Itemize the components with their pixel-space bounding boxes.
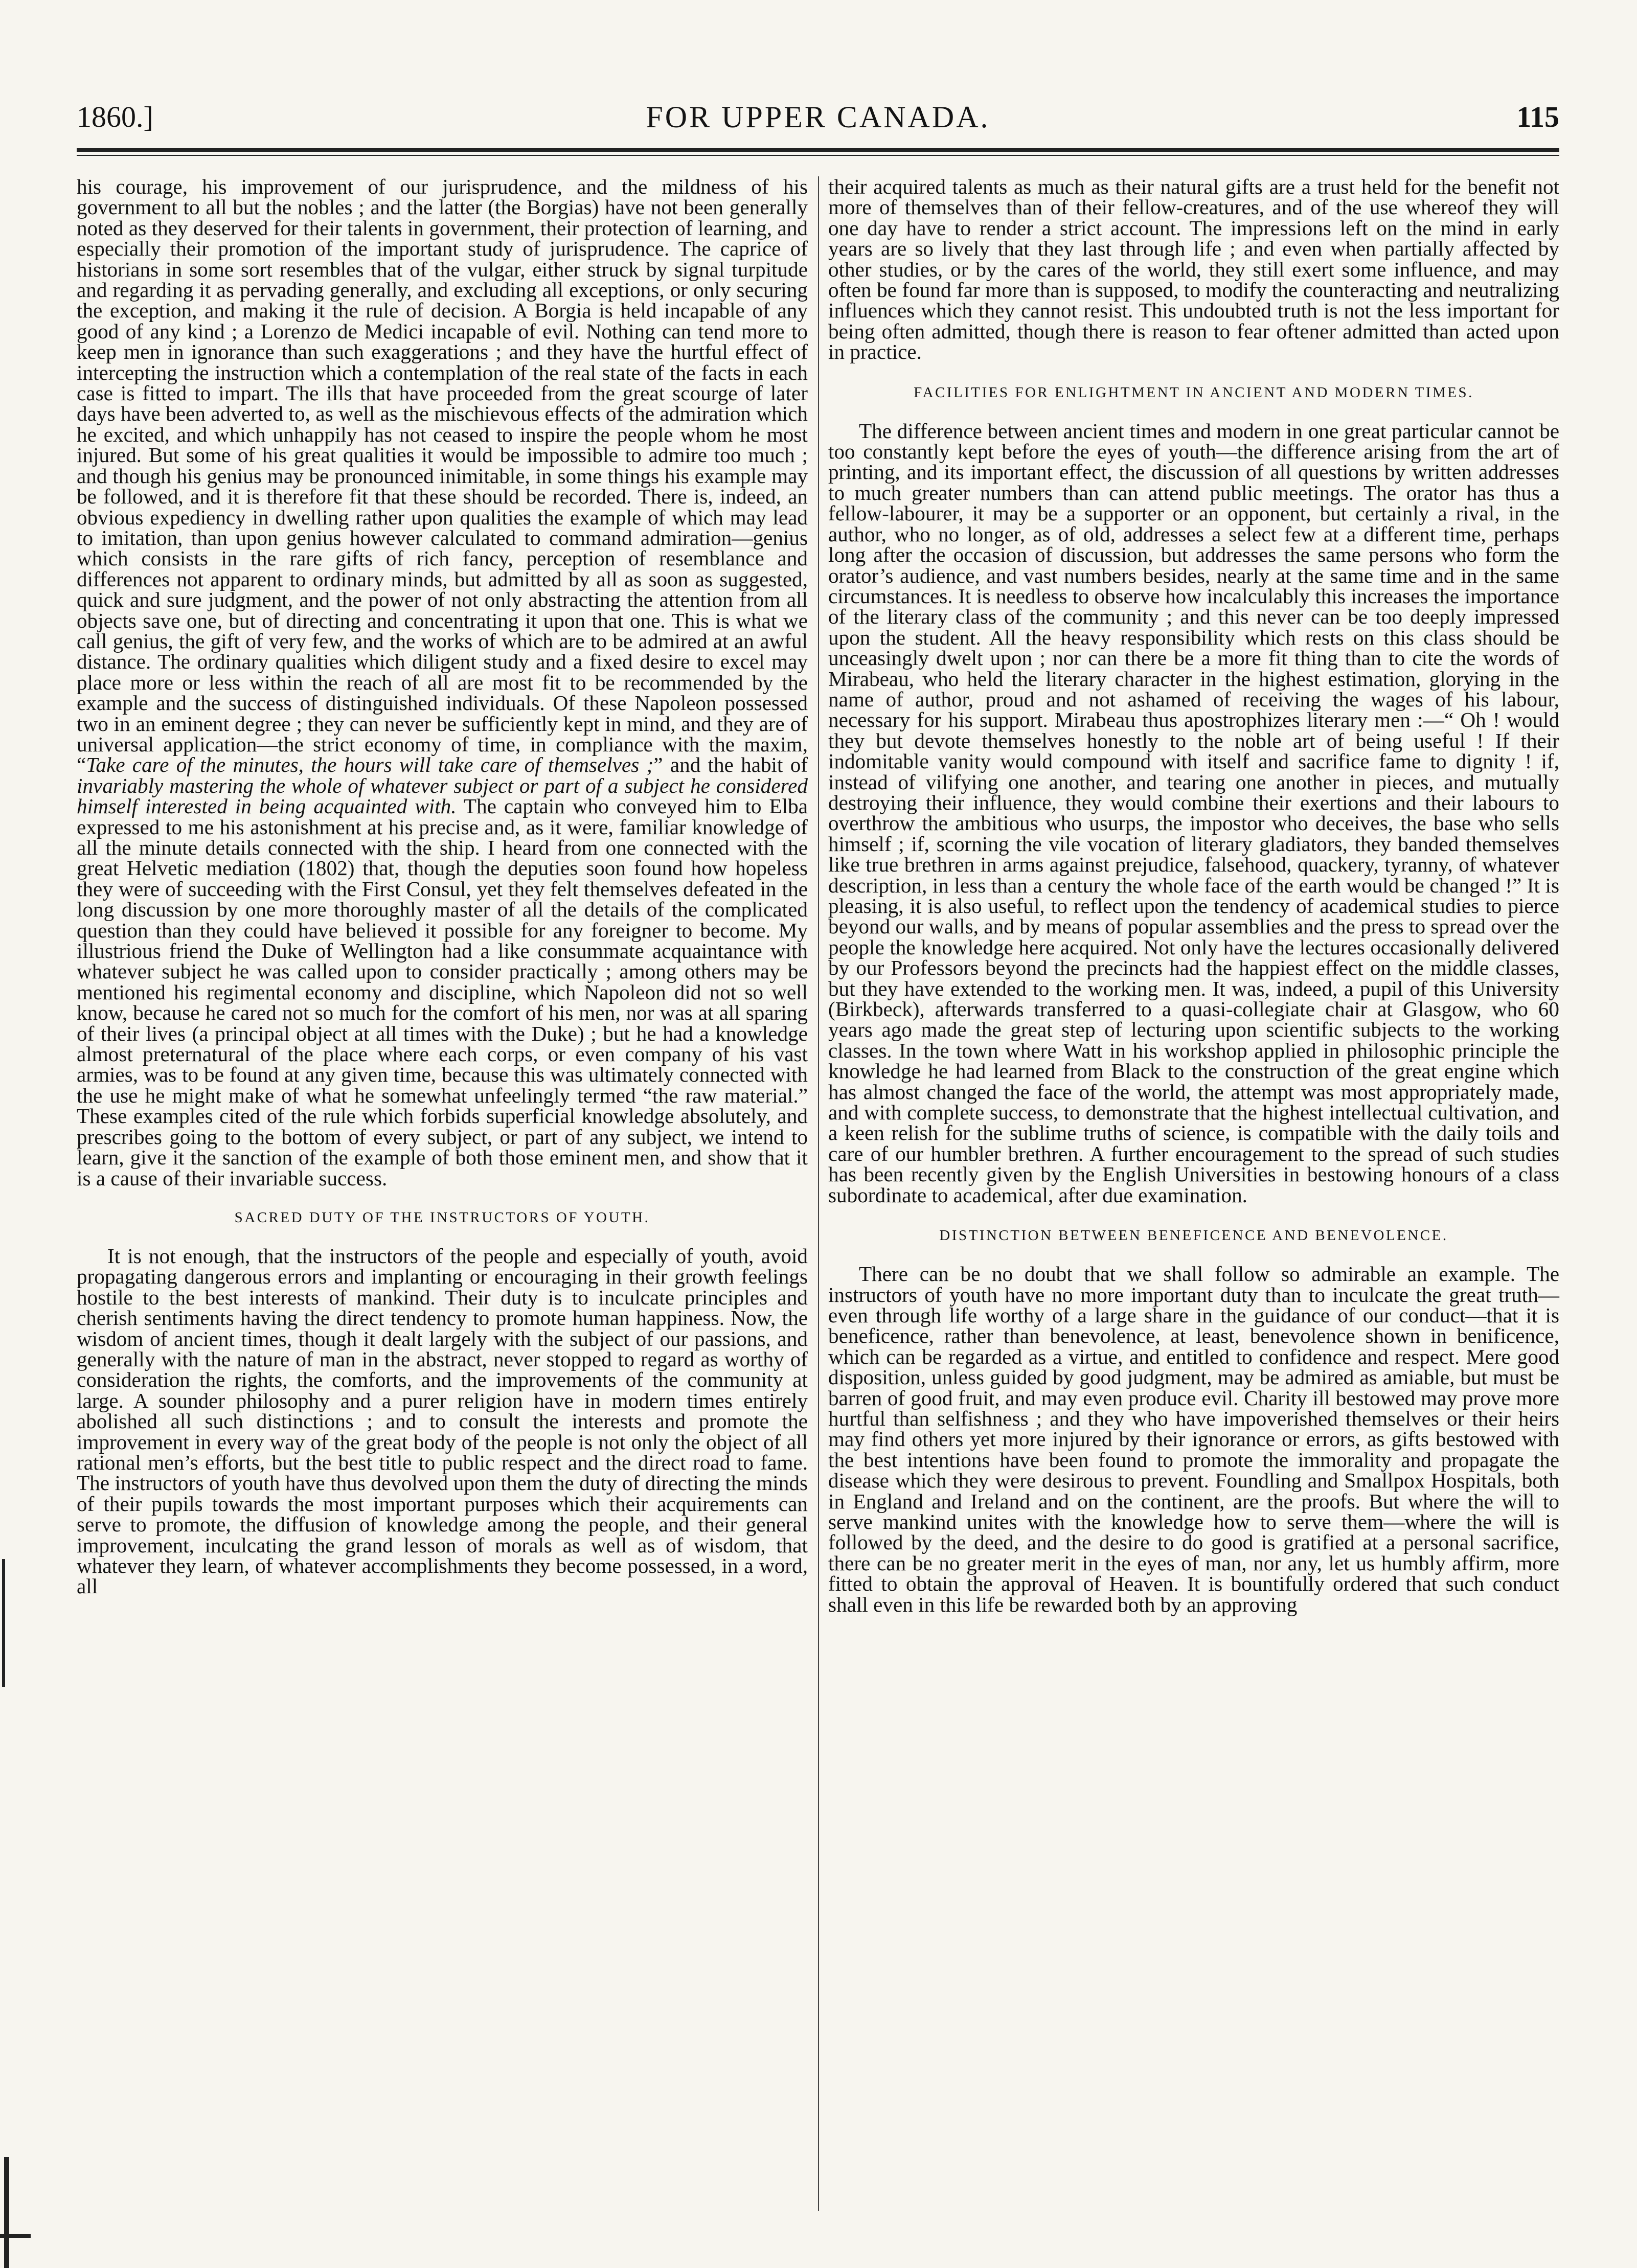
left-paragraph-2: It is not enough, that the instructors of the people and especially of youth, avoid propagating dangerous errors and implanting or encouraging in their growth feelings hostile to the best interests of mankind. Their duty is to inculcate principles and cherish sentiments having the direct tendency to promote human happiness. Now, the wisdom of ancient times, though it dealt largely with the subject of our passions, and generally with the nature of man in the abstract, never stopped to regard as worthy of consideration the rights, the comforts, and the improvements of the community at large. A sounder philosophy and a purer religion have in modern times entirely abolished all such distinctions ; and to consult the interests and promote the improvement in every way of the great body of the people is not only the object of all rational men’s efforts, but the best title to public respect and the direct road to fame. The instructors of youth have thus devolved upon them the duty of directing the minds of their pupils towards the most important purposes which their acquirements can serve to promote, the diffusion of knowledge among the people, and their general improvement, inculcating the grand lesson of morals as well as of wisdom, that whatever they learn, of whatever accomplishments they become possessed, in a word, all — [77, 1244, 808, 1598]
header-rule-thin — [77, 155, 1559, 156]
right-paragraph-0: their acquired talents as much as their natural gifts are a trust held for the benefit not more of themselves than of their fellow-creatures, and of the use whereof they will one day have to render a strict account. The impressions left on the mind in early years are so lively that they last through life ; and even when partially affected by other studies, or by the cares of the world, they still exert some influence, and may often be found far more than is supposed, to modify the counteracting and neutralizing influences which they cannot resist. This undoubted truth is not the less important for being often admitted, though there is reason to fear oftener admitted than acted upon in practice. — [828, 175, 1559, 364]
page-number: 115 — [1516, 100, 1559, 133]
invariably-mastering-phrase: invariably mastering the whole of whatever subject or part of a subject he considered himself interested in being acquainted with. — [77, 773, 808, 818]
left-column — [77, 176, 808, 1597]
running-title: FOR UPPER CANADA. — [646, 100, 990, 134]
page-header — [77, 100, 1559, 141]
binding-mark — [0, 2234, 31, 2238]
header-date: 1860.] — [77, 100, 153, 133]
section-heading-sacred-duty: SACRED DUTY OF THE INSTRUCTORS OF YOUTH. — [234, 1209, 650, 1226]
section-heading-distinction: DISTINCTION BETWEEN BENEFICENCE AND BENEVOLENCE. — [939, 1227, 1448, 1244]
binding-mark — [2, 1559, 5, 1687]
section-heading-facilities: FACILITIES FOR ENLIGHTMENT IN ANCIENT AND MODERN TIMES. — [914, 384, 1474, 401]
right-paragraph-2: There can be no doubt that we shall follow so admirable an example. The instructors of youth have no more important duty than to inculcate the great truth—even through life worthy of a large share in the guidance of our conduct—that it is beneficence, rather than benevolence, at least, benevolence shown in benificence, which can be regarded as a virtue, and entitled to confidence and respect. Mere good disposition, unless guided by good judgment, may be admired as amiable, but must be barren of good fruit, and may even produce evil. Charity ill bestowed may prove more hurtful than selfishness ; and they who have impoverished themselves or their heirs may find others yet more injured by their ignorance or errors, as gifts bestowed with the best intentions have been found to promote the immorality and propagate the disease which they were desirous to prevent. Foundling and Smallpox Hospitals, both in England and Ireland and on the continent, are the proofs. But where the will to serve mankind unites with the knowledge how to serve them—where the will is followed by the deed, and the desire to do good is gratified at a personal sacrifice, there can be no greater merit in the eyes of man, nor any, let us humbly affirm, more fitted to obtain the approval of Heaven. It is bountifully ordered that such conduct shall even in this life be rewarded both by an approving — [828, 1262, 1559, 1616]
binding-mark — [4, 2157, 9, 2268]
right-paragraph-1: The difference between ancient times and modern in one great particular cannot be too constantly kept before the eyes of youth—the difference arising from the art of printing, and its important effect, the discussion of all questions by written addresses to much greater numbers than can attend public meetings. The orator has thus a fellow-labourer, it may be a supporter or an opponent, but certainly a rival, in the author, who no longer, as of old, addresses a select few at a different time, perhaps long after the occasion of discussion, but addresses the same persons who form the orator’s audience, and vast numbers besides, nearly at the same time and in the same circumstances. It is needless to observe how incalculably this increases the importance of the literary class of the community ; and this never can be too deeply impressed upon the student. All the heavy responsibility which rests on this class should be unceasingly dwelt upon ; nor can there be a more fit thing than to cite the words of Mirabeau, who held the literary character in the highest estimation, glorying in the name of author, proud and not ashamed of receiving the wages of his labour, necessary for his support. Mirabeau thus apostrophizes literary men :—“ Oh ! would they but devote themselves honestly to the noble art of being useful ! If their indomitable vanity would compound with itself and sacrifice fame to dignity ! if, instead of vilifying one another, and tearing one another in pieces, and mutually destroying their influence, they would combine their exertions and their labours to overthrow the ambitious who usurps, the impostor who deceives, the base who sells himself ; if, scorning the vile vocation of literary gladiators, they banded themselves like true brethren in arms against prejudice, falsehood, quackery, tyranny, of whatever description, in less than a century the whole face of the earth would be changed !” It is pleasing, it is also useful, to reflect upon the tendency of academical studies to pierce beyond our walls, and by means of popular assemblies and the press to spread over the people the knowledge here acquired. Not only have the lectures occasionally delivered by our Professors beyond the precincts had the happiest effect on the middle classes, but they have extended to the working men. It was, indeed, a pupil of this University (Birkbeck), afterwards transferred to a quasi-collegiate chair at Glasgow, who 60 years ago made the great step of lecturing upon scientific subjects to the working classes. In the town where Watt in his workshop applied in philosophic principle the knowledge he had learned from Black to the construction of the great engine which has almost changed the face of the world, the attempt was most appropriately made, and with complete success, to demonstrate that the highest intellectual cultivation, and a keen relish for the sublime truths of science, is compatible with the daily toils and care of our humbler brethren. A further encouragement to the spread of such studies has been recently given by the English Universities in bestowing honours of a class subordinate to academical, after due examination. — [828, 419, 1559, 1207]
maxim-quote: Take care of the minutes, the hours will take care of themselves ; — [86, 753, 654, 777]
left-paragraph-1: his courage, his improvement of our jurisprudence, and the mildness of his government to all but the nobles ; and the latter (the Borgias) have not been generally noted as they deserved for their talents in government, their protection of learning, and especially their promotion of the important study of jurisprudence. The caprice of historians in some sort resembles that of the vulgar, either struck by signal turpitude and regarding it as pervading generally, and excluding all exceptions, or only securing the exception, and making it the rule of decision. A Borgia is held incapable of any good of any kind ; a Lorenzo de Medici incapable of evil. Nothing can tend more to keep men in ignorance than such exaggerations ; and they have the hurtful effect of intercepting the instruction which a contemplation of the real state of the facts in each case is fitted to impart. The ills that have proceeded from the great scourge of later days have been adverted to, as well as the mischievous effects of the admiration which he excited, and which unhappily has not ceased to inspire the people whom he most injured. But some of his great qualities it would be impossible to admire too much ; and though his genius may be pronounced inimitable, in some things his example may be followed, and it is therefore fit that these should be recorded. There is, indeed, an obvious expediency in dwelling rather upon qualities the example of which may lead to imitation, than upon genius however calculated to command admiration—genius which consists in the rare gifts of rich fancy, perception of resemblance and differences not apparent to ordinary minds, but admitted by all as soon as suggested, quick and sure judgment, and the power of not only abstracting the attention from all objects save one, but of directing and concentrating it upon that one. This is what we call genius, the gift of very few, and the works of which are to be admired at an awful distance. The ordinary qualities which diligent study and a fixed desire to excel may place more or less within the reach of all are most fit to be recommended by the example and the success of distinguished individuals. Of these Napoleon possessed two in an eminent degree ; they can never be sufficiently kept in mind, and they are of universal application—the strict economy of time, in compliance with the maxim, “Take care of the minutes, the hours will take care of themselves ;” and the habit of invariably mastering the whole of whatever subject or part of a subject he considered himself interested in being acquainted with. The captain who conveyed him to Elba expressed to me his astonishment at his precise and, as it were, familiar knowledge of all the minute details connected with the ship. I heard from one connected with the great Helvetic mediation (1802) that, though the deputies soon found how hopeless they were of succeeding with the First Consul, yet they felt themselves defeated in the long discussion by one more thoroughly master of all the details of the complicated question than they could have believed it possible for any foreigner to become. My illustrious friend the Duke of Wellington had a like consummate acquaintance with whatever subject he was called upon to consider practically ; among others may be mentioned his regimental economy and discipline, which Napoleon did not so well know, because he cared not so much for the comfort of his men, nor was at all sparing of their lives (a principal object at all times with the Duke) ; but he had a knowledge almost preternatural of the place where each corps, or even company of his vast armies, was to be found at any given time, because this was ultimately connected with the use he might make of what he somewhat unfeelingly termed “the raw material.” These examples cited of the rule which forbids superficial knowledge absolutely, and prescribes going to the bottom of every subject, or part of any subject, we intend to learn, give it the sanction of the example of both those eminent men, and show that it is a cause of their invariable success. — [77, 175, 808, 1190]
header-rule-thick — [77, 148, 1559, 152]
right-column — [828, 176, 1559, 1615]
column-divider — [818, 176, 819, 2211]
